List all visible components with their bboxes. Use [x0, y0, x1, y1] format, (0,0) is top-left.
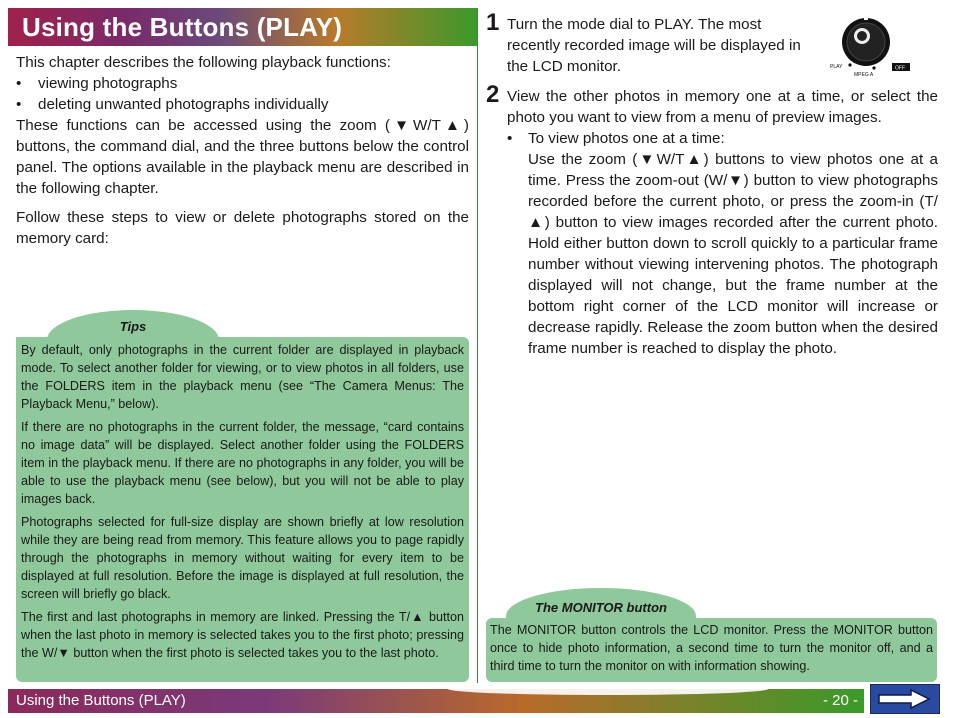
- step2-body-text: Use the zoom (▼W/T▲) buttons to view photos one at a time. Press the zoom-out (W/▼) button to view photographs recorded before the current photo, or press the zoom-in (T/▲) button to view images recorded after the current photo. Hold either button down to scroll quickly to a particular frame number without viewing intervening photos. The photograph displayed will not change, but the frame number at the bottom right corner of the LCD monitor will increase or decrease rapidly. Release the zoom button when the desired frame number is reached to display the photo.: [528, 151, 938, 357]
- step2-subheading: To view photos one at a time:: [528, 130, 725, 147]
- page-number: - 20 -: [822, 692, 858, 709]
- bullet-icon: •: [16, 75, 22, 92]
- tips-box: [16, 337, 469, 682]
- list-item: • viewing photographs: [16, 75, 178, 92]
- step-number: 2: [486, 81, 500, 108]
- next-page-button[interactable]: [870, 684, 940, 714]
- intro-paragraph: These functions can be accessed using the zoom (▼W/T▲) buttons, the command dial, and the three buttons below the control panel. The options available in the playback menu are described in the following chapter.: [16, 117, 469, 197]
- page-title: Using the Buttons (PLAY): [22, 12, 343, 42]
- dial-play-label: PLAY: [830, 64, 843, 70]
- dial-off-label: OFF: [895, 65, 905, 72]
- footer-swoosh: [448, 683, 768, 695]
- step2-text: View the other photos in memory one at a time, or select the photo you want to view from a menu of preview images.: [507, 88, 938, 126]
- tips-paragraph: The first and last photographs in memory are linked. Pressing the T/▲ button when the last photo in memory is selected takes you to the first photo; pressing the W/▼ button when the first photo is selected takes you to the last photo.: [21, 610, 464, 660]
- intro-bullet-list: [16, 73, 469, 115]
- intro-paragraph: Follow these steps to view or delete photographs stored on the memory card:: [16, 209, 469, 247]
- bullet-icon: •: [16, 96, 22, 113]
- column-divider: [477, 8, 478, 683]
- tips-text: [21, 341, 464, 667]
- step-number: 1: [486, 9, 500, 36]
- right-arrow-icon: [871, 685, 939, 713]
- monitor-box: [486, 618, 937, 682]
- tips-label: Tips: [119, 319, 147, 334]
- mode-dial-icon: [828, 12, 938, 82]
- step1-text: Turn the mode dial to PLAY. The most recently recorded image will be displayed in the LCD monitor.: [507, 16, 801, 75]
- title-bar: [8, 8, 478, 46]
- footer-bar: [8, 689, 864, 713]
- tips-paragraph: By default, only photographs in the current folder are displayed in playback mode. To select another folder for viewing, or to view photos in all folders, use the FOLDERS item in the playback menu (see “The Camera Menus: The Playback Menu,” below).: [21, 343, 464, 411]
- monitor-label: The MONITOR button: [535, 600, 667, 615]
- dial-mpeg-label: MPEG A: [854, 72, 874, 78]
- tips-paragraph: Photographs selected for full-size display are shown briefly at low resolution while they are being read from memory. This feature allows you to page rapidly through the photographs in memory without waiting for every item to be displayed at full resolution. Before the image is displayed at full resolution, the screen will briefly go black.: [21, 515, 464, 601]
- bullet-icon: •: [507, 130, 513, 147]
- step2-detail: [507, 128, 938, 359]
- footer-title: Using the Buttons (PLAY): [16, 692, 186, 709]
- list-item: • deleting unwanted photographs individually: [16, 96, 329, 113]
- monitor-text: The MONITOR button controls the LCD monitor. Press the MONITOR button once to hide photo information, a second time to turn the monitor off, and a third time to turn the monitor on with information showing.: [490, 623, 933, 673]
- intro-section: [16, 52, 469, 249]
- tips-paragraph: If there are no photographs in the current folder, the message, “card contains no image data” will be displayed. Select another folder using the FOLDERS item in the playback menu. If there are no photographs in any folder, you will be able to use the playback menu (see below), but you will not be able to play images back.: [21, 420, 464, 506]
- intro-lead: This chapter describes the following playback functions:: [16, 54, 391, 71]
